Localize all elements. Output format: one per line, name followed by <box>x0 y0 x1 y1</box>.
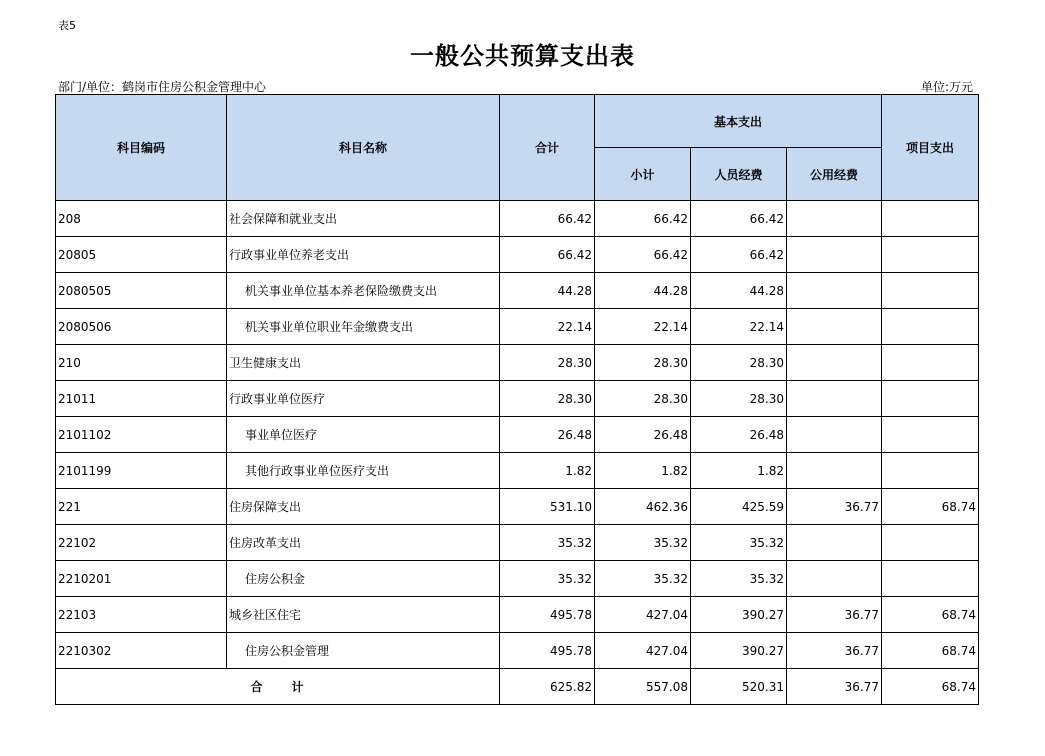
cell-project <box>882 453 979 489</box>
totals-label-a: 合 <box>250 680 264 694</box>
cell-project <box>882 417 979 453</box>
cell-project <box>882 345 979 381</box>
cell-project <box>882 525 979 561</box>
cell-personnel: 390.27 <box>691 633 787 669</box>
cell-subtotal: 28.30 <box>595 345 691 381</box>
cell-project: 68.74 <box>882 597 979 633</box>
page-title: 一般公共预算支出表 <box>410 42 635 70</box>
cell-personnel: 390.27 <box>691 597 787 633</box>
header-basic: 基本支出 <box>595 95 882 148</box>
table-row <box>56 273 979 309</box>
table-row <box>56 201 979 237</box>
cell-code: 210 <box>56 345 227 381</box>
cell-subtotal: 28.30 <box>595 381 691 417</box>
cell-total: 28.30 <box>500 381 595 417</box>
cell-total: 66.42 <box>500 201 595 237</box>
table-row <box>56 309 979 345</box>
header-public: 公用经费 <box>787 148 882 201</box>
cell-personnel: 28.30 <box>691 381 787 417</box>
table-row <box>56 561 979 597</box>
cell-public <box>787 561 882 597</box>
cell-code: 208 <box>56 201 227 237</box>
table-row <box>56 489 979 525</box>
cell-personnel: 66.42 <box>691 201 787 237</box>
cell-public <box>787 237 882 273</box>
cell-project <box>882 273 979 309</box>
cell-public <box>787 525 882 561</box>
table-row <box>56 417 979 453</box>
totals-subtotal: 557.08 <box>595 669 691 705</box>
cell-name: 住房公积金 <box>227 561 500 597</box>
cell-subtotal: 1.82 <box>595 453 691 489</box>
cell-subtotal: 26.48 <box>595 417 691 453</box>
table-row <box>56 597 979 633</box>
cell-personnel: 44.28 <box>691 273 787 309</box>
cell-public <box>787 345 882 381</box>
cell-subtotal: 66.42 <box>595 201 691 237</box>
cell-personnel: 22.14 <box>691 309 787 345</box>
cell-public <box>787 309 882 345</box>
cell-subtotal: 427.04 <box>595 597 691 633</box>
cell-personnel: 26.48 <box>691 417 787 453</box>
cell-total: 26.48 <box>500 417 595 453</box>
totals-label <box>56 669 500 705</box>
cell-code: 2210201 <box>56 561 227 597</box>
header-code: 科目编码 <box>56 95 227 201</box>
cell-name: 住房保障支出 <box>227 489 500 525</box>
cell-name: 其他行政事业单位医疗支出 <box>227 453 500 489</box>
cell-personnel: 35.32 <box>691 525 787 561</box>
cell-project <box>882 201 979 237</box>
cell-public: 36.77 <box>787 633 882 669</box>
cell-total: 22.14 <box>500 309 595 345</box>
cell-total: 35.32 <box>500 525 595 561</box>
cell-project: 68.74 <box>882 633 979 669</box>
cell-subtotal: 22.14 <box>595 309 691 345</box>
cell-code: 22102 <box>56 525 227 561</box>
cell-name: 事业单位医疗 <box>227 417 500 453</box>
cell-code: 21011 <box>56 381 227 417</box>
cell-personnel: 1.82 <box>691 453 787 489</box>
header-subtotal: 小计 <box>595 148 691 201</box>
table-row <box>56 453 979 489</box>
cell-personnel: 425.59 <box>691 489 787 525</box>
cell-code: 20805 <box>56 237 227 273</box>
cell-name: 机关事业单位职业年金缴费支出 <box>227 309 500 345</box>
cell-name: 住房公积金管理 <box>227 633 500 669</box>
table-row <box>56 381 979 417</box>
cell-code: 22103 <box>56 597 227 633</box>
table-number: 表5 <box>58 19 76 32</box>
cell-code: 2080505 <box>56 273 227 309</box>
cell-name: 卫生健康支出 <box>227 345 500 381</box>
cell-public <box>787 417 882 453</box>
header-project: 项目支出 <box>882 95 979 201</box>
header-name: 科目名称 <box>227 95 500 201</box>
cell-total: 495.78 <box>500 633 595 669</box>
totals-row <box>56 669 979 705</box>
cell-subtotal: 35.32 <box>595 561 691 597</box>
cell-name: 行政事业单位养老支出 <box>227 237 500 273</box>
cell-project <box>882 381 979 417</box>
totals-personnel: 520.31 <box>691 669 787 705</box>
header-personnel: 人员经费 <box>691 148 787 201</box>
cell-personnel: 35.32 <box>691 561 787 597</box>
table-row <box>56 345 979 381</box>
totals-project: 68.74 <box>882 669 979 705</box>
cell-total: 495.78 <box>500 597 595 633</box>
cell-personnel: 66.42 <box>691 237 787 273</box>
table-row <box>56 633 979 669</box>
cell-total: 531.10 <box>500 489 595 525</box>
cell-name: 住房改革支出 <box>227 525 500 561</box>
cell-total: 35.32 <box>500 561 595 597</box>
cell-total: 66.42 <box>500 237 595 273</box>
totals-total: 625.82 <box>500 669 595 705</box>
unit-label: 单位:万元 <box>920 80 973 94</box>
cell-code: 2101199 <box>56 453 227 489</box>
totals-label-b: 计 <box>291 680 305 694</box>
table-row <box>56 525 979 561</box>
cell-project <box>882 237 979 273</box>
cell-project <box>882 561 979 597</box>
cell-total: 44.28 <box>500 273 595 309</box>
header-total: 合计 <box>500 95 595 201</box>
cell-subtotal: 35.32 <box>595 525 691 561</box>
cell-name: 社会保障和就业支出 <box>227 201 500 237</box>
cell-subtotal: 462.36 <box>595 489 691 525</box>
cell-public <box>787 201 882 237</box>
cell-personnel: 28.30 <box>691 345 787 381</box>
cell-public <box>787 273 882 309</box>
totals-public: 36.77 <box>787 669 882 705</box>
table-row <box>56 237 979 273</box>
cell-code: 221 <box>56 489 227 525</box>
cell-subtotal: 66.42 <box>595 237 691 273</box>
cell-subtotal: 44.28 <box>595 273 691 309</box>
cell-public: 36.77 <box>787 597 882 633</box>
cell-code: 2210302 <box>56 633 227 669</box>
cell-public <box>787 453 882 489</box>
cell-public <box>787 381 882 417</box>
cell-name: 行政事业单位医疗 <box>227 381 500 417</box>
cell-code: 2101102 <box>56 417 227 453</box>
cell-total: 28.30 <box>500 345 595 381</box>
cell-name: 机关事业单位基本养老保险缴费支出 <box>227 273 500 309</box>
cell-total: 1.82 <box>500 453 595 489</box>
cell-public: 36.77 <box>787 489 882 525</box>
budget-table <box>55 94 979 705</box>
cell-project <box>882 309 979 345</box>
department-label: 部门/单位：鹤岗市住房公积金管理中心 <box>58 80 267 94</box>
cell-project: 68.74 <box>882 489 979 525</box>
cell-subtotal: 427.04 <box>595 633 691 669</box>
cell-code: 2080506 <box>56 309 227 345</box>
cell-name: 城乡社区住宅 <box>227 597 500 633</box>
